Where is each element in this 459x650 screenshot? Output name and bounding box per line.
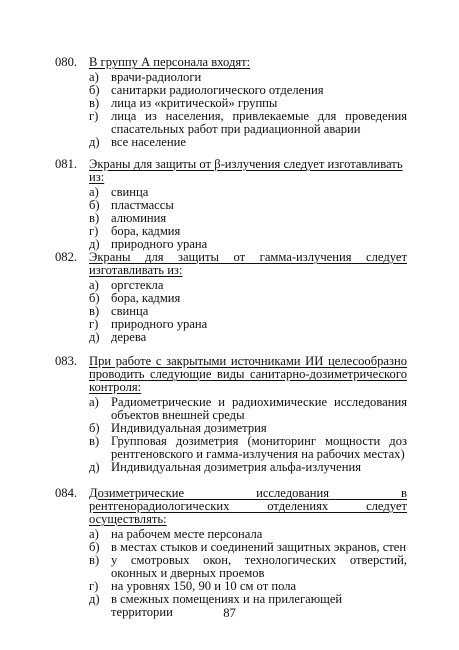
question-text: Экраны для защиты от гамма-излучения следует изготавливать из: (89, 250, 407, 277)
option-text: свинца (111, 304, 149, 318)
option-text: врачи-радиологи (111, 70, 202, 84)
option-letter: г) (89, 579, 99, 593)
option-text: санитарки радиологического отделения (111, 83, 324, 97)
question-080 (55, 56, 407, 149)
option-letter: в) (89, 304, 100, 318)
option-text: природного урана (111, 317, 208, 331)
page-number: 87 (223, 606, 236, 620)
option-text: Индивидуальная дозиметрия альфа-излучения (111, 460, 361, 474)
option-text: пластмассы (111, 198, 174, 212)
option-letter: д) (89, 330, 100, 344)
option-letter: в) (89, 211, 100, 225)
question-082 (55, 251, 407, 344)
question-text: Дозиметрические исследования в рентгенорадиологических отделениях следует осуществлять: (89, 486, 407, 526)
answer-option (89, 396, 407, 422)
option-text: алюминия (111, 211, 167, 225)
question-number: 083. (55, 354, 78, 368)
option-letter: в) (89, 434, 100, 448)
option-letter: г) (89, 224, 99, 238)
option-text: природного урана (111, 237, 208, 251)
option-text: оргстекла (111, 278, 164, 292)
option-letter: б) (89, 198, 100, 212)
option-letter: г) (89, 109, 99, 123)
option-letter: г) (89, 317, 99, 331)
question-083 (55, 355, 407, 474)
option-letter: б) (89, 421, 100, 435)
answer-option (89, 461, 407, 474)
question-text: В группу А персонала входят: (89, 55, 251, 69)
option-text: бора, кадмия (111, 291, 181, 305)
option-letter: в) (89, 96, 100, 110)
option-letter: в) (89, 553, 100, 567)
answer-option (89, 110, 407, 136)
option-text: Радиометрические и радиохимические исследования объектов внешней среды (111, 395, 407, 422)
question-number: 084. (55, 486, 78, 500)
option-letter: а) (89, 527, 99, 541)
option-text: дерева (111, 330, 147, 344)
option-text: на рабочем месте персонала (111, 527, 263, 541)
option-letter: д) (89, 135, 100, 149)
answer-option (89, 554, 407, 580)
option-text: бора, кадмия (111, 224, 181, 238)
question-text: Экраны для защиты от β-излучения следует изготавливать из: (89, 157, 403, 184)
option-text: Групповая дозиметрия (мониторинг мощности доз рентгеновского и гамма-излучения на рабочих местах) (111, 434, 407, 461)
option-text: лица из населения, привлекаемые для проведения спасательных работ при радиационной аварии (111, 109, 407, 136)
option-letter: д) (89, 237, 100, 251)
option-letter: д) (89, 460, 100, 474)
option-letter: а) (89, 70, 99, 84)
question-number: 080. (55, 55, 78, 69)
option-letter: б) (89, 291, 100, 305)
answer-option (89, 435, 407, 461)
option-letter: б) (89, 83, 100, 97)
option-text: все население (111, 135, 186, 149)
option-letter: д) (89, 592, 100, 606)
question-text: При работе с закрытыми источниками ИИ целесообразно проводить следующие виды санитарно-дозиметрического контроля: (89, 354, 407, 394)
option-letter: а) (89, 395, 99, 409)
question-number: 082. (55, 250, 78, 264)
answer-option (89, 331, 407, 344)
option-text: на уровнях 150, 90 и 10 см от пола (111, 579, 297, 593)
option-text: у смотровых окон, технологических отверстий, оконных и дверных проемов (111, 553, 407, 580)
option-text: в местах стыков и соединений защитных экранов, стен (111, 540, 407, 554)
answer-option (89, 136, 407, 149)
option-letter: б) (89, 540, 100, 554)
option-letter: а) (89, 278, 99, 292)
option-text: в смежных помещениях и на прилегающей территории (111, 592, 343, 619)
option-text: свинца (111, 185, 149, 199)
question-084 (55, 487, 407, 619)
question-number: 081. (55, 157, 78, 171)
option-letter: а) (89, 185, 99, 199)
option-text: лица из «критической» группы (111, 96, 278, 110)
option-text: Индивидуальная дозиметрия (111, 421, 267, 435)
question-081 (55, 158, 407, 251)
